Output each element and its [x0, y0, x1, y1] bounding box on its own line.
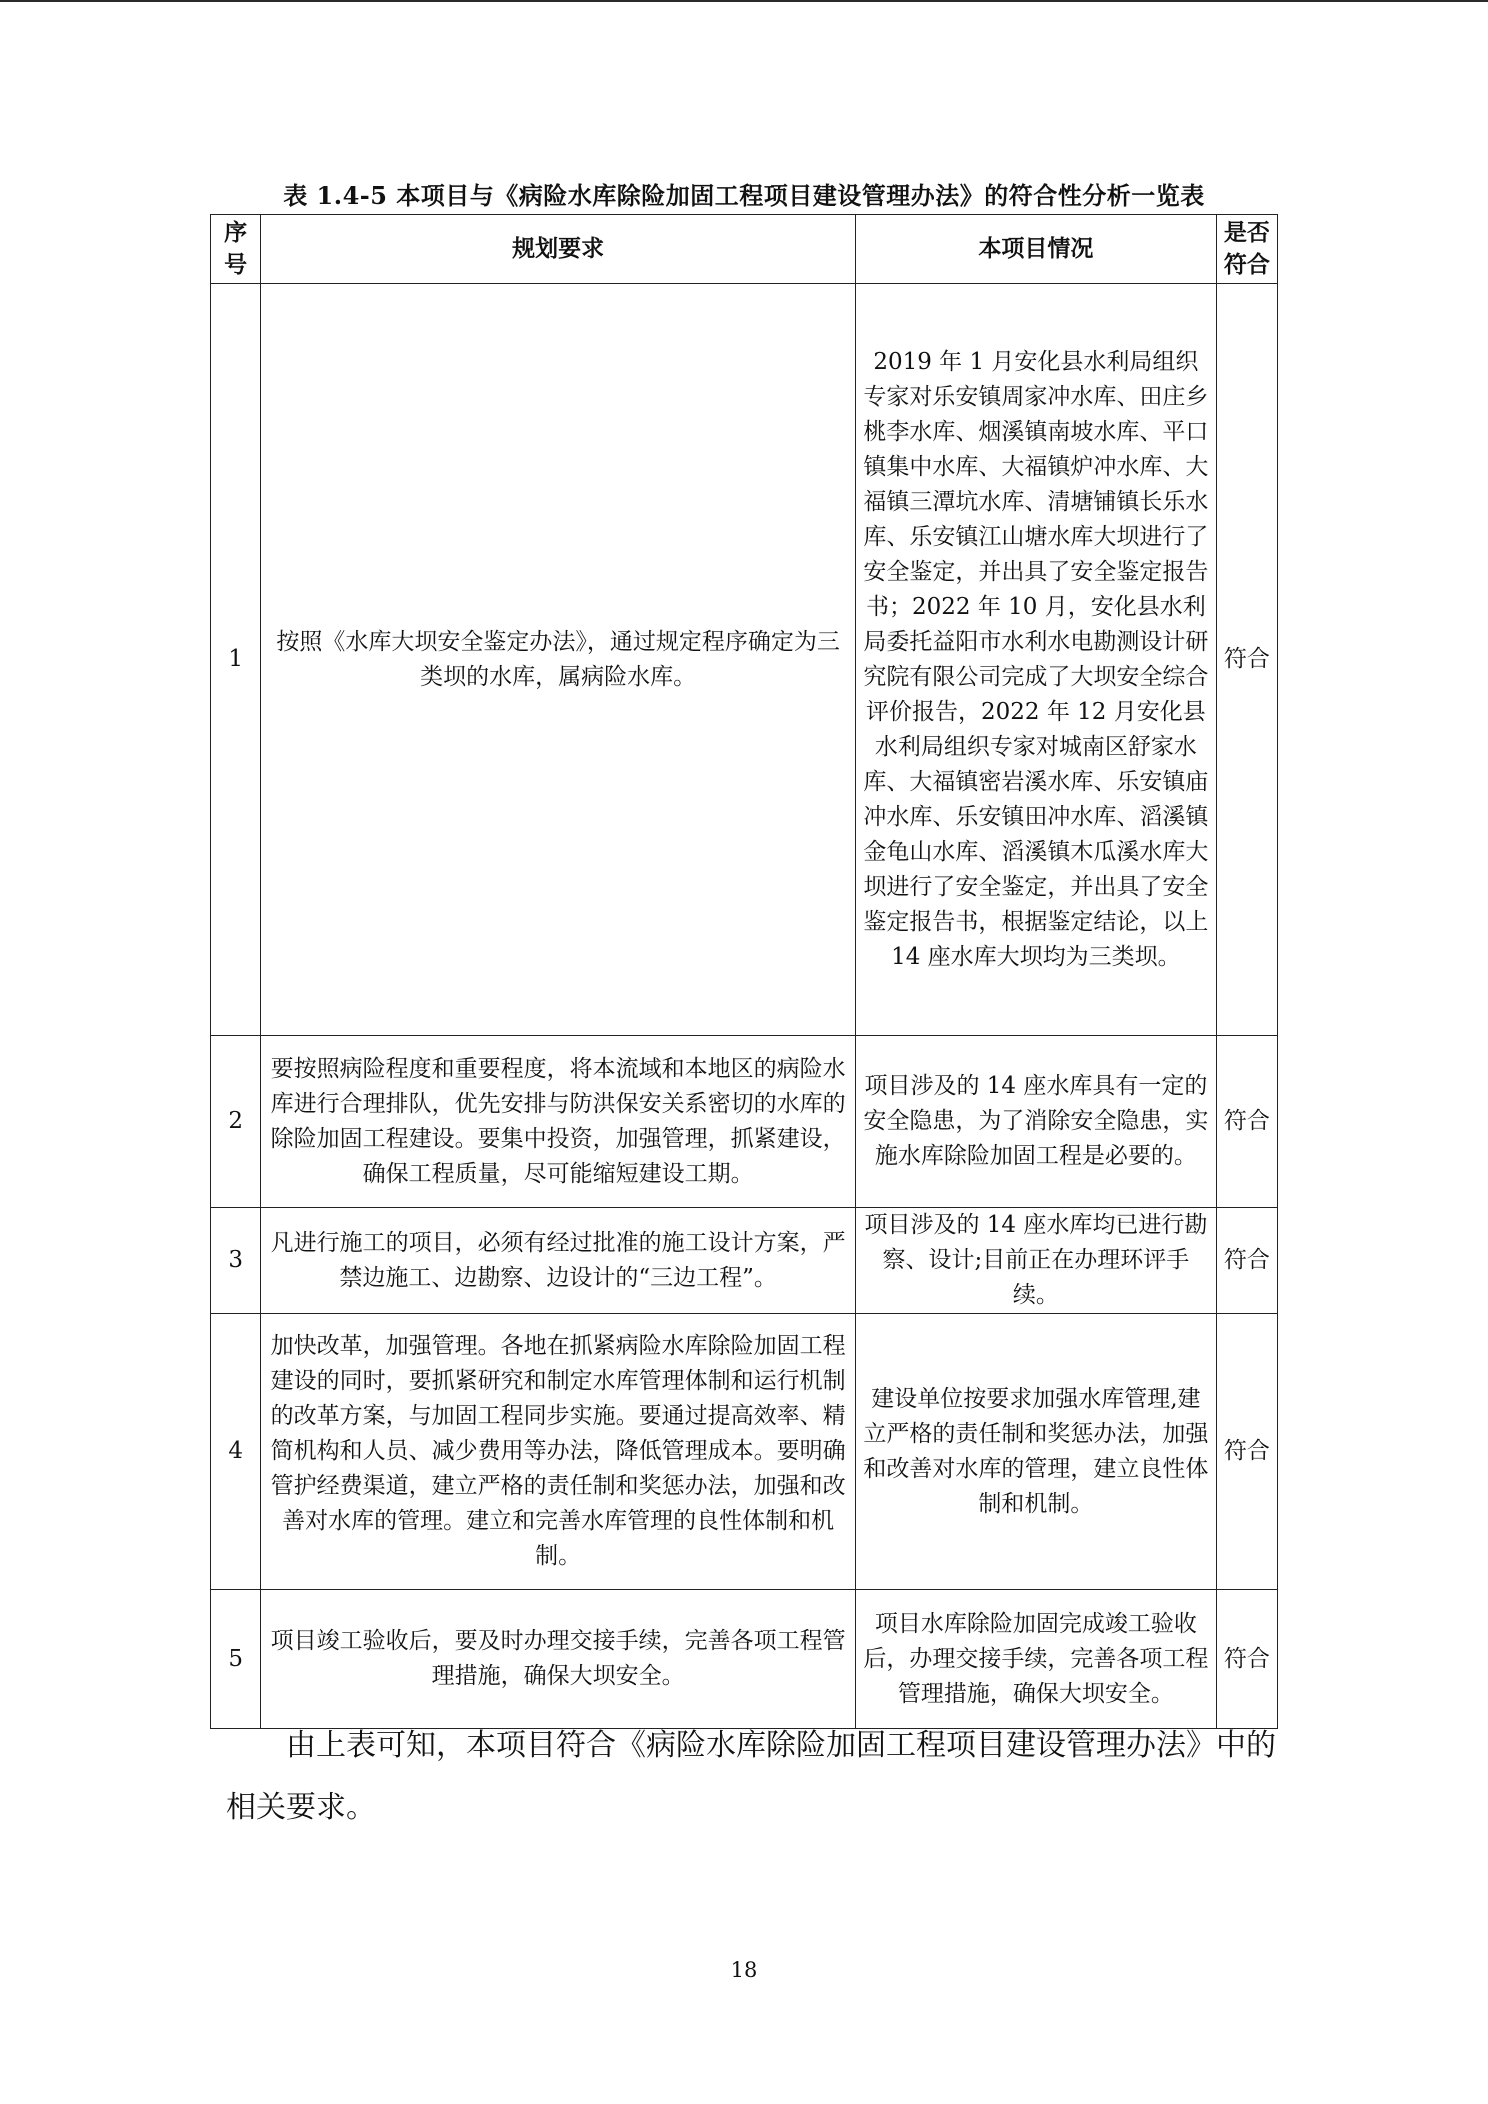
row-no: 3 [211, 1208, 261, 1314]
header-requirement: 规划要求 [261, 215, 856, 284]
table-row [211, 1208, 1278, 1314]
row-compliance: 符合 [1216, 1314, 1277, 1590]
conclusion-paragraph [226, 1715, 1278, 1839]
row-situation: 项目涉及的 14 座水库均已进行勘察、设计;目前正在办理环评手续。 [856, 1208, 1217, 1314]
row-no: 1 [211, 284, 261, 1036]
table-row [211, 284, 1278, 1036]
row-requirement: 项目竣工验收后，要及时办理交接手续，完善各项工程管理措施，确保大坝安全。 [261, 1590, 856, 1729]
row-situation: 建设单位按要求加强水库管理,建立严格的责任制和奖惩办法，加强和改善对水库的管理，建立良性体制和机制。 [856, 1314, 1217, 1590]
row-requirement: 加快改革，加强管理。各地在抓紧病险水库除险加固工程建设的同时，要抓紧研究和制定水库管理体制和运行机制的改革方案，与加固工程同步实施。要通过提高效率、精简机构和人员、减少费用等办法，降低管理成本。要明确管护经费渠道，建立严格的责任制和奖惩办法，加强和改善对水库的管理。建立和完善水库管理的良性体制和机制。 [261, 1314, 856, 1590]
header-situation: 本项目情况 [856, 215, 1217, 284]
row-no: 4 [211, 1314, 261, 1590]
row-compliance: 符合 [1216, 1208, 1277, 1314]
row-no: 2 [211, 1036, 261, 1208]
row-situation: 2019 年 1 月安化县水利局组织专家对乐安镇周家冲水库、田庄乡桃李水库、烟溪镇南坡水库、平口镇集中水库、大福镇炉冲水库、大福镇三潭坑水库、清塘铺镇长乐水库、乐安镇江山塘水库大坝进行了安全鉴定，并出具了安全鉴定报告书；2022 年 10 月，安化县水利局委托益阳市水利水电勘测设计研究院有限公司完成了大坝安全综合评价报告，2022 年 12 月安化县水利局组织专家对城南区舒家水库、大福镇密岩溪水库、乐安镇庙冲水库、乐安镇田冲水库、滔溪镇金龟山水库、滔溪镇木瓜溪水库大坝进行了安全鉴定，并出具了安全鉴定报告书，根据鉴定结论，以上 14 座水库大坝均为三类坝。 [856, 284, 1217, 1036]
table-row [211, 1036, 1278, 1208]
row-no: 5 [211, 1590, 261, 1729]
page-top-border [0, 0, 1488, 2]
table-row [211, 1314, 1278, 1590]
table-header-row [211, 215, 1278, 284]
row-compliance: 符合 [1216, 1590, 1277, 1729]
header-no: 序号 [211, 215, 261, 284]
row-situation: 项目涉及的 14 座水库具有一定的安全隐患，为了消除安全隐患，实施水库除险加固工程是必要的。 [856, 1036, 1217, 1208]
row-requirement: 凡进行施工的项目，必须有经过批准的施工设计方案，严禁边施工、边勘察、边设计的“三边工程”。 [261, 1208, 856, 1314]
table-row [211, 1590, 1278, 1729]
header-compliance: 是否符合 [1216, 215, 1277, 284]
conclusion-text: 由上表可知，本项目符合《病险水库除险加固工程项目建设管理办法》中的相关要求。 [226, 1728, 1276, 1825]
compliance-table [210, 214, 1278, 1729]
row-requirement: 按照《水库大坝安全鉴定办法》，通过规定程序确定为三类坝的水库，属病险水库。 [261, 284, 856, 1036]
row-requirement: 要按照病险程度和重要程度，将本流域和本地区的病险水库进行合理排队，优先安排与防洪保安关系密切的水库的除险加固工程建设。要集中投资，加强管理，抓紧建设，确保工程质量，尽可能缩短建设工期。 [261, 1036, 856, 1208]
page-number: 18 [730, 1958, 758, 1982]
table-caption: 表 1.4-5 本项目与《病险水库除险加固工程项目建设管理办法》的符合性分析一览表 [283, 181, 1205, 210]
row-compliance: 符合 [1216, 284, 1277, 1036]
row-compliance: 符合 [1216, 1036, 1277, 1208]
row-situation: 项目水库除险加固完成竣工验收后，办理交接手续，完善各项工程管理措施，确保大坝安全。 [856, 1590, 1217, 1729]
